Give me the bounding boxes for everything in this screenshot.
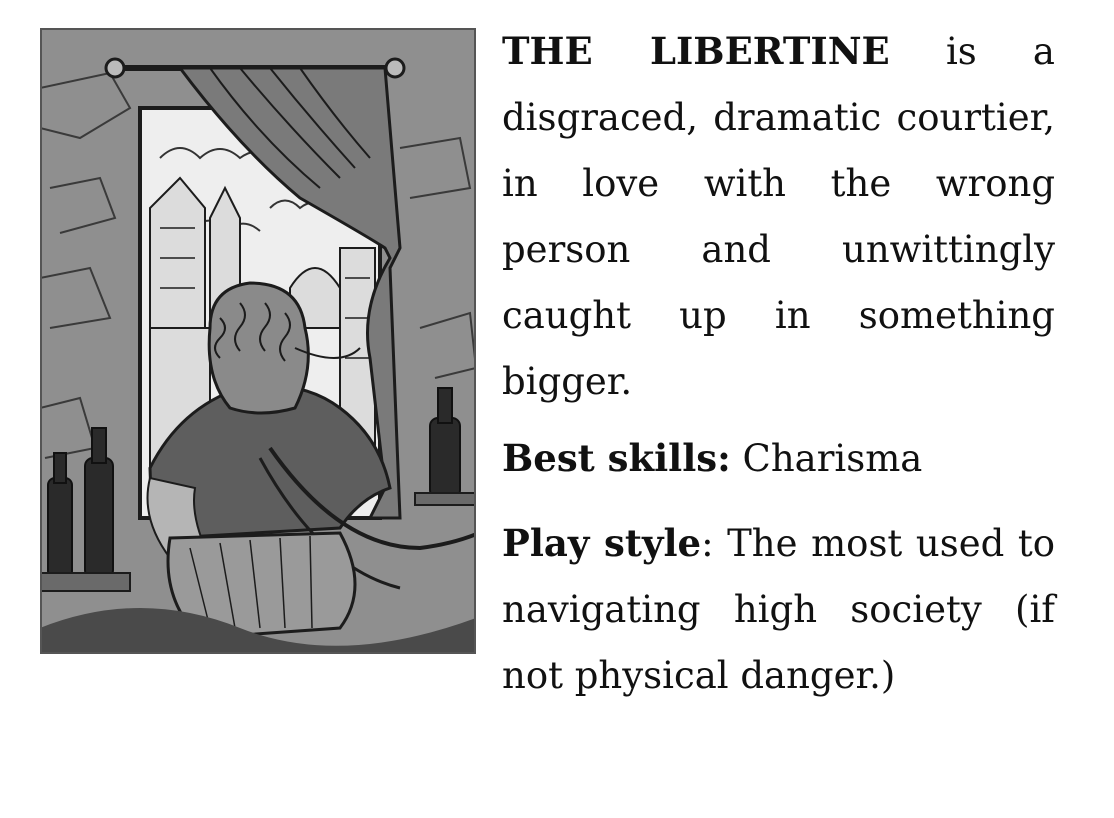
play-style-label: Play style (502, 521, 702, 565)
best-skills-paragraph (502, 425, 1055, 492)
character-description: is a disgraced, dramatic courtier, in love with the wrong person and unwittingly caught up in something bigger. (502, 30, 1055, 403)
play-style-value: : The most used to navigating high society (if not physical danger.) (502, 522, 1055, 697)
best-skills-label: Best skills: (502, 436, 731, 480)
character-description-column (502, 18, 1055, 709)
libertine-illustration (40, 28, 476, 654)
best-skills-value: Charisma (742, 437, 923, 480)
libertine-intro-paragraph (502, 18, 1055, 415)
play-style-paragraph (502, 510, 1055, 709)
character-name: THE LIBERTINE (502, 29, 890, 73)
